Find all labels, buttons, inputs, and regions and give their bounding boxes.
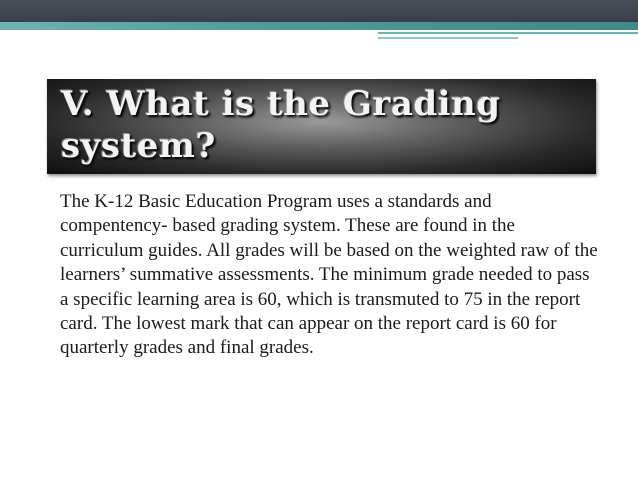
slide-body-text: The K-12 Basic Education Program uses a standards and compentency- based grading system. These are found in the curriculum guides. All grades will be based on the weighted raw of the learners’ summative assessments. The minimum grade needed to pass a specific learning area is 60, which is transmuted to 75 in the report card. The lowest mark that can appear on the report card is 60 for quarterly grades and final grades. [60, 191, 598, 359]
accent-band [0, 22, 638, 30]
title-box [47, 79, 596, 174]
accent-line [378, 32, 638, 34]
slide-title: V. What is the Grading system? [61, 84, 501, 166]
header-bar [0, 0, 638, 22]
accent-line-short [378, 37, 518, 39]
